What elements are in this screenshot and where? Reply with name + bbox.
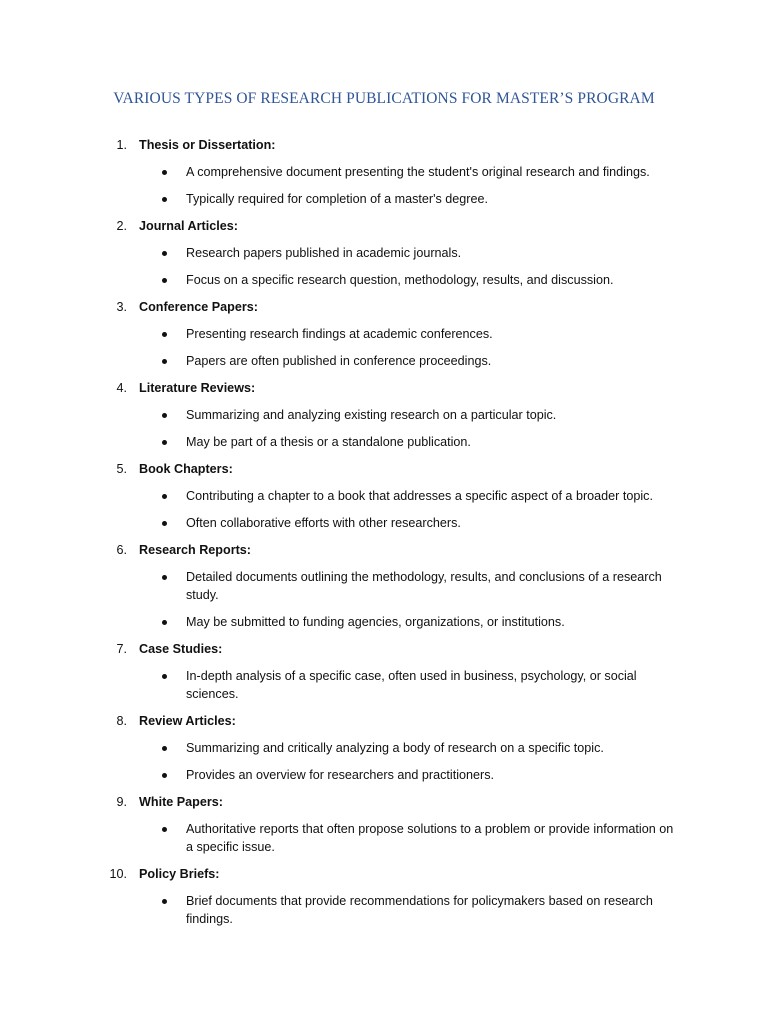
document-title: VARIOUS TYPES OF RESEARCH PUBLICATIONS FOR MASTER’S PROGRAM bbox=[113, 90, 655, 107]
bullet-text: Detailed documents outlining the methodology, results, and conclusions of a research study. bbox=[186, 570, 662, 602]
bullet-text: A comprehensive document presenting the student's original research and findings. bbox=[186, 165, 650, 179]
list-item bbox=[0, 541, 768, 631]
bullet-icon bbox=[162, 278, 167, 283]
item-heading: Policy Briefs: bbox=[139, 867, 220, 881]
bullet-item bbox=[0, 487, 768, 505]
bullet-text: Provides an overview for researchers and practitioners. bbox=[186, 768, 494, 782]
list-item bbox=[0, 640, 768, 703]
bullet-text: Brief documents that provide recommendations for policymakers based on research findings. bbox=[186, 894, 653, 926]
bullet-icon bbox=[162, 575, 167, 580]
item-number: 2. bbox=[116, 219, 127, 233]
list-item bbox=[0, 217, 768, 289]
item-header bbox=[0, 712, 768, 730]
list-item bbox=[0, 460, 768, 532]
item-heading: Review Articles: bbox=[139, 714, 236, 728]
item-number: 10. bbox=[109, 867, 127, 881]
bullet-item bbox=[0, 271, 768, 289]
bullet-text: May be submitted to funding agencies, organizations, or institutions. bbox=[186, 615, 565, 629]
bullet-item bbox=[0, 766, 768, 784]
list-item bbox=[0, 136, 768, 208]
item-number: 4. bbox=[116, 381, 127, 395]
bullet-text: Often collaborative efforts with other researchers. bbox=[186, 516, 461, 530]
bullet-icon bbox=[162, 521, 167, 526]
list-item bbox=[0, 793, 768, 856]
bullet-item bbox=[0, 325, 768, 343]
item-heading: Book Chapters: bbox=[139, 462, 233, 476]
item-heading: Conference Papers: bbox=[139, 300, 258, 314]
item-header bbox=[0, 460, 768, 478]
item-header bbox=[0, 136, 768, 154]
publication-list bbox=[0, 136, 768, 937]
bullet-text: Focus on a specific research question, methodology, results, and discussion. bbox=[186, 273, 614, 287]
bullet-icon bbox=[162, 332, 167, 337]
bullet-icon bbox=[162, 773, 167, 778]
bullet-item bbox=[0, 433, 768, 451]
bullet-text: Papers are often published in conference proceedings. bbox=[186, 354, 492, 368]
bullet-text: Contributing a chapter to a book that addresses a specific aspect of a broader topic. bbox=[186, 489, 653, 503]
bullet-text: Authoritative reports that often propose solutions to a problem or provide information on a specific issue. bbox=[186, 822, 674, 854]
item-heading: Case Studies: bbox=[139, 642, 223, 656]
bullet-icon bbox=[162, 197, 167, 202]
bullet-item bbox=[0, 568, 768, 604]
item-number: 9. bbox=[116, 795, 127, 809]
bullet-item bbox=[0, 352, 768, 370]
bullet-icon bbox=[162, 827, 167, 832]
item-header bbox=[0, 541, 768, 559]
bullet-icon bbox=[162, 674, 167, 679]
item-heading: Thesis or Dissertation: bbox=[139, 138, 276, 152]
item-number: 7. bbox=[116, 642, 127, 656]
bullet-item bbox=[0, 163, 768, 181]
bullet-icon bbox=[162, 746, 167, 751]
bullet-text: Research papers published in academic journals. bbox=[186, 246, 462, 260]
bullet-text: Summarizing and critically analyzing a body of research on a specific topic. bbox=[186, 741, 604, 755]
item-header bbox=[0, 379, 768, 397]
bullet-icon bbox=[162, 620, 167, 625]
bullet-item bbox=[0, 514, 768, 532]
bullet-icon bbox=[162, 170, 167, 175]
bullet-text: Summarizing and analyzing existing research on a particular topic. bbox=[186, 408, 557, 422]
item-number: 6. bbox=[116, 543, 127, 557]
bullet-item bbox=[0, 667, 768, 703]
bullet-item bbox=[0, 739, 768, 757]
item-heading: Literature Reviews: bbox=[139, 381, 256, 395]
bullet-item bbox=[0, 892, 768, 928]
item-header bbox=[0, 793, 768, 811]
bullet-item bbox=[0, 613, 768, 631]
list-item bbox=[0, 712, 768, 784]
list-item bbox=[0, 298, 768, 370]
item-number: 8. bbox=[116, 714, 127, 728]
item-number: 3. bbox=[116, 300, 127, 314]
bullet-text: In-depth analysis of a specific case, often used in business, psychology, or social sciences. bbox=[186, 669, 637, 701]
list-item bbox=[0, 865, 768, 928]
bullet-item bbox=[0, 820, 768, 856]
item-header bbox=[0, 298, 768, 316]
bullet-icon bbox=[162, 413, 167, 418]
bullet-icon bbox=[162, 251, 167, 256]
bullet-text: Presenting research findings at academic conferences. bbox=[186, 327, 493, 341]
item-number: 5. bbox=[116, 462, 127, 476]
bullet-icon bbox=[162, 359, 167, 364]
bullet-icon bbox=[162, 440, 167, 445]
item-heading: White Papers: bbox=[139, 795, 223, 809]
bullet-icon bbox=[162, 494, 167, 499]
item-header bbox=[0, 217, 768, 235]
bullet-item bbox=[0, 406, 768, 424]
bullet-icon bbox=[162, 899, 167, 904]
bullet-item bbox=[0, 190, 768, 208]
item-number: 1. bbox=[116, 138, 127, 152]
item-header bbox=[0, 640, 768, 658]
item-heading: Journal Articles: bbox=[139, 219, 238, 233]
item-heading: Research Reports: bbox=[139, 543, 251, 557]
bullet-item bbox=[0, 244, 768, 262]
bullet-text: May be part of a thesis or a standalone publication. bbox=[186, 435, 471, 449]
list-item bbox=[0, 379, 768, 451]
item-header bbox=[0, 865, 768, 883]
bullet-text: Typically required for completion of a master's degree. bbox=[186, 192, 488, 206]
